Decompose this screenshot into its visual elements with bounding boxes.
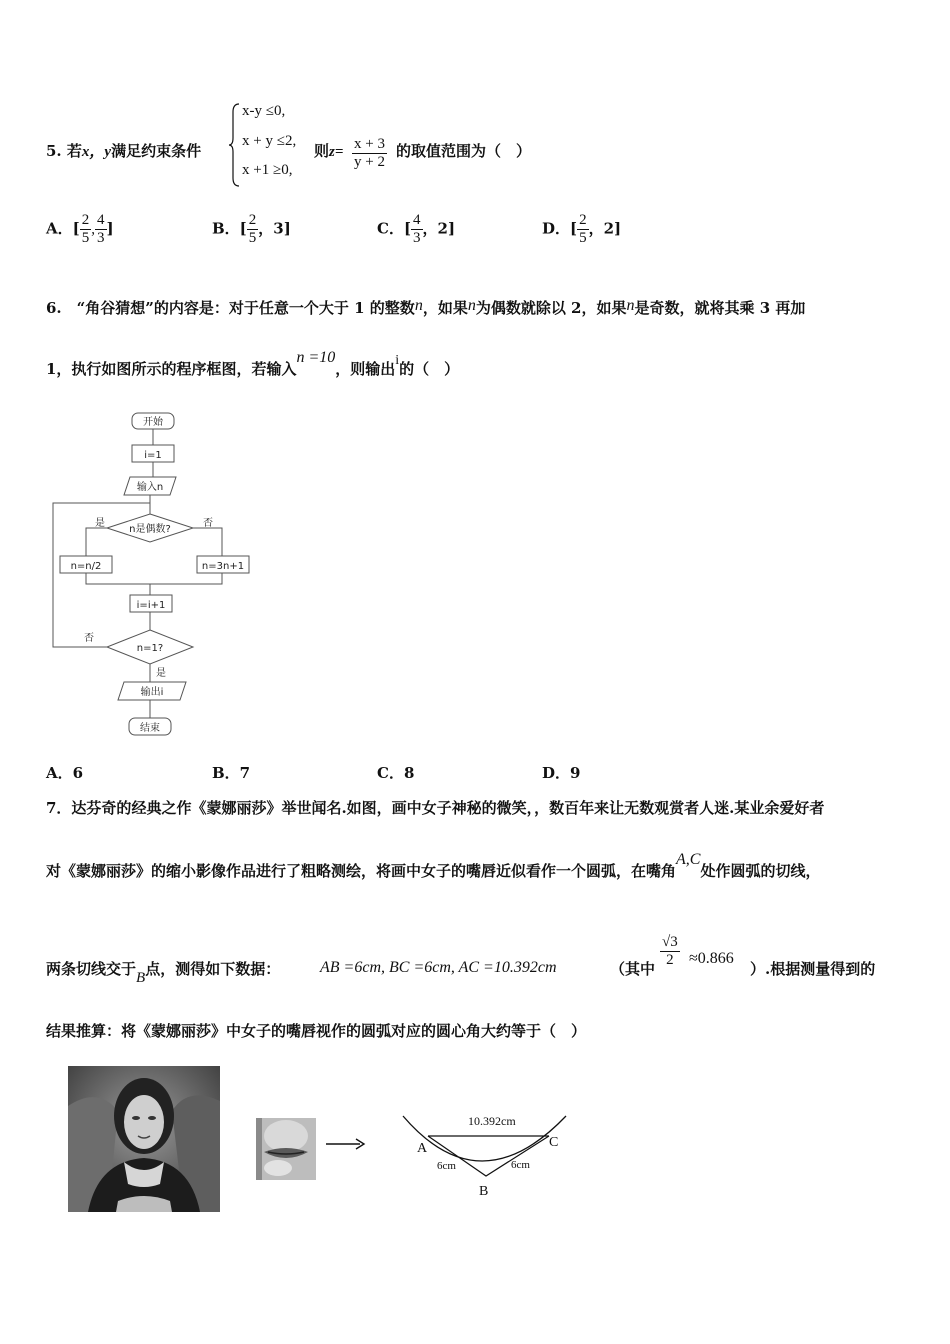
q7-line-2: 对《蒙娜丽莎》的缩小影像作品进行了粗略测绘，将画中女子的嘴唇近似看作一个圆弧，在嘴角A,C处作圆弧的切线， xyxy=(46,851,821,880)
q5-option-b[interactable]: B．[ $\frac{2}{5}$ ，3] xyxy=(212,212,291,246)
q7-line-3-end: ）.根据测量得到的 xyxy=(750,960,876,978)
q5-stem-prefix: 5. 若x，y满足约束条件 xyxy=(46,142,202,160)
flow-left-op-label: n=n/2 xyxy=(70,561,102,572)
q6-line-1: 6. “角谷猜想”的内容是：对于任意一个大于 1 的整数n，如果n为偶数就除以 2，如果n是奇数，就将其乘 3 再加 xyxy=(46,297,806,317)
flow-init-label: i=1 xyxy=(144,450,162,461)
q6-flowchart xyxy=(50,408,220,738)
q5-constraint-2: x + y ≤2, xyxy=(242,133,297,149)
q7-line-4: 结果推算：将《蒙娜丽莎》中女子的嘴唇视作的圆弧对应的圆心角大约等于（ ） xyxy=(46,1022,587,1040)
q7-approx: ≈0.866 xyxy=(689,950,734,967)
q6-flowchart-right xyxy=(196,408,252,588)
arrow-right-icon xyxy=(326,1138,366,1150)
point-b-label: B xyxy=(479,1184,489,1199)
flow-cond1-label: n是偶数? xyxy=(129,524,171,535)
flow-cond2-label: n=1? xyxy=(136,643,164,654)
flow-yes2-label: 是 xyxy=(156,668,166,679)
q7-line-1: 7．达芬奇的经典之作《蒙娜丽莎》举世闻名.如图，画中女子神秘的微笑，，数百年来让无数观赏者人迷.某业余爱好者 xyxy=(46,799,825,817)
mona-lisa-image xyxy=(68,1066,220,1212)
flow-no2-label: 否 xyxy=(84,633,94,644)
q7-data: AB =6cm, BC =6cm, AC =10.392cm xyxy=(320,959,557,976)
flow-yes-label: 是 xyxy=(95,518,105,529)
q6-option-a[interactable]: A．6 xyxy=(46,764,84,782)
q7-line-3: 两条切线交于B点，测得如下数据： xyxy=(46,960,281,986)
q6-option-b[interactable]: B．7 xyxy=(212,764,251,782)
q6-flowchart-merge xyxy=(150,583,200,586)
q5-z-fraction: $\frac{x + 3}{y + 2}$ xyxy=(354,136,385,170)
q5-stem-suffix: 的取值范围为（ ） xyxy=(396,142,532,160)
flow-end-label: 结束 xyxy=(140,723,160,734)
point-c-label: C xyxy=(549,1135,559,1150)
q6-option-c[interactable]: C．8 xyxy=(377,764,415,782)
q6-option-d[interactable]: D．9 xyxy=(542,764,581,782)
q5-constraint-1: x-y ≤0, xyxy=(242,103,286,119)
q5-then: 则z= xyxy=(314,142,344,160)
flow-no-label: 否 xyxy=(203,518,213,529)
q5-option-a[interactable]: A．[ $\frac{2}{5}$ , $\frac{4}{3}$ ] xyxy=(46,212,114,246)
q7-paren-open: （其中 xyxy=(610,960,656,978)
q5-constraint-3: x +1 ≥0, xyxy=(242,162,293,178)
lips-image xyxy=(256,1118,316,1180)
q5-option-d[interactable]: D．[ $\frac{2}{5}$ ，2] xyxy=(542,212,622,246)
point-a-label: A xyxy=(417,1141,428,1156)
q5-constraint-brace xyxy=(228,102,242,188)
q5-option-c[interactable]: C．[ $\frac{4}{3}$ ，2] xyxy=(377,212,456,246)
q6-line-2: 1，执行如图所示的程序框图，若输入n =10，则输出i的（ ） xyxy=(46,349,460,378)
flow-inc-label: i=i+1 xyxy=(136,600,166,611)
ac-length-label: 10.392cm xyxy=(468,1114,516,1128)
arc-tangent-figure xyxy=(398,1108,570,1200)
flow-input-label: 输入n xyxy=(136,482,164,493)
flow-right-op-label: n=3n+1 xyxy=(201,561,245,572)
flow-start-label: 开始 xyxy=(143,417,163,428)
q7-sqrt-fraction: $\frac{√3}{2}$ xyxy=(662,934,678,968)
flow-output-label: 输出i xyxy=(140,687,164,698)
bc-length-label: 6cm xyxy=(511,1159,530,1171)
ab-length-label: 6cm xyxy=(437,1160,456,1172)
